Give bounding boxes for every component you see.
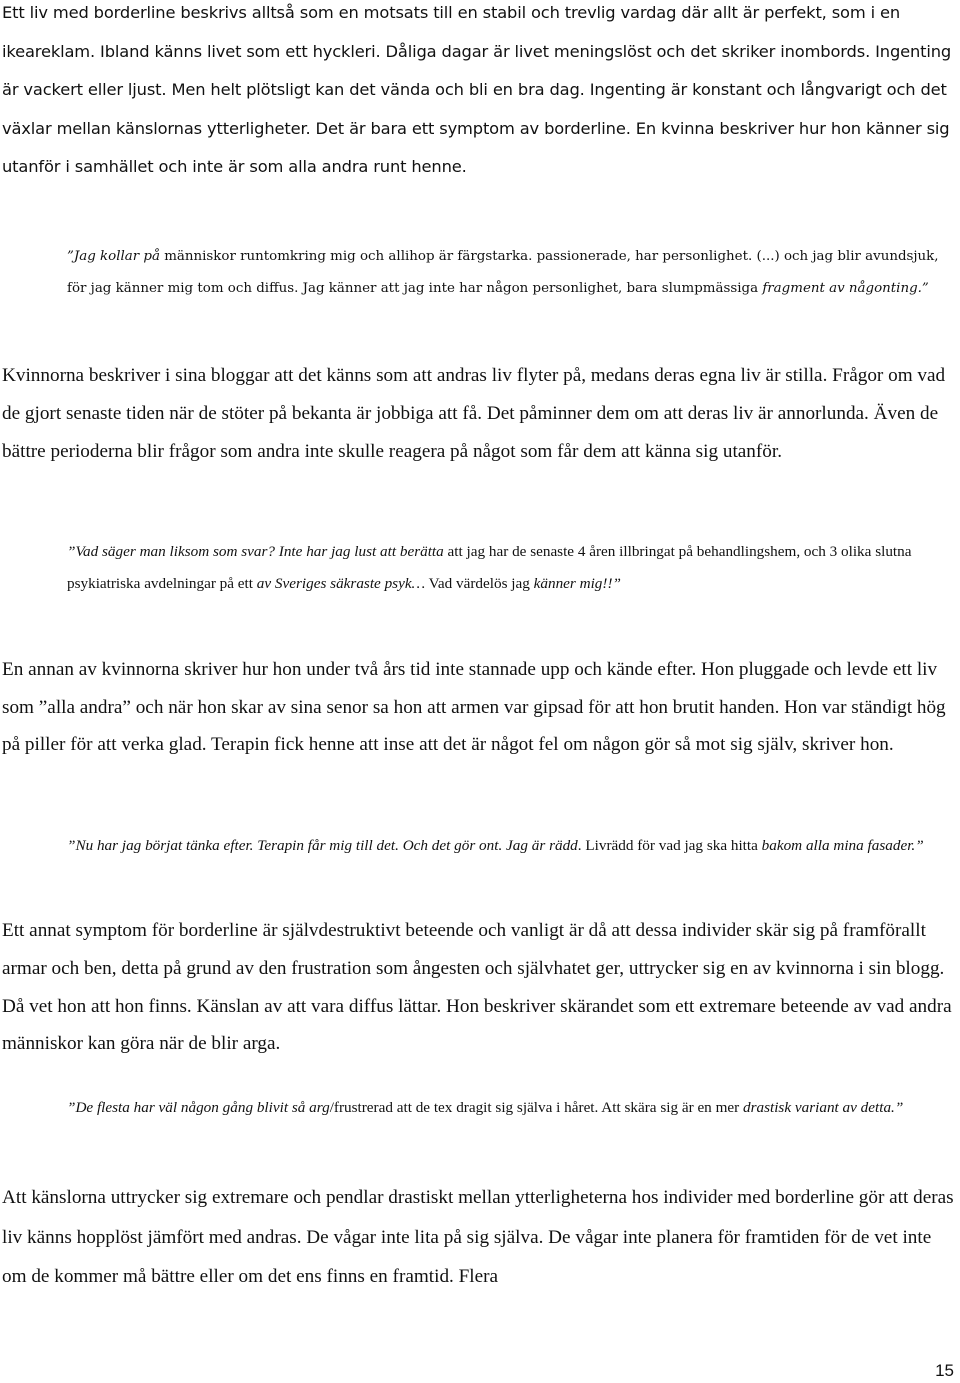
quote-text-end: Vad värdelös jag xyxy=(425,574,534,592)
quote-italic: ”Jag kollar på xyxy=(67,249,160,264)
paragraph-3: En annan av kvinnorna skriver hur hon under två års tid inte stannade upp och kände efter. Hon pluggade och levde ett liv som ”alla andra” och när hon skar av sina senor sa hon att armen var gipsad för att hon brutit handen. Hon var ständigt hög på piller för att verka glad. Terapin fick henne att inse att det är något fel om någon gör så mot sig själv, skriver hon. xyxy=(2,659,946,756)
quote-text: människor runtomkring mig och allihop är färgstarka. passionerade, har personlighet. (...) och jag blir avundsjuk, för jag känner mig tom och diffus. Jag känner att jag inte har någon personlighet, bara slumpmässiga xyxy=(67,249,939,296)
blockquote-4 xyxy=(67,1092,955,1124)
quote-italic-end: drastisk variant av detta.” xyxy=(742,1099,904,1116)
page-number: 15 xyxy=(935,1361,954,1380)
paragraph-5: Att känslorna uttrycker sig extremare och pendlar drastiskt mellan ytterligheterna hos individer med borderline gör att deras liv känns hopplöst jämfört med andras. De vågar inte lita på sig själva. De vågar inte planera för framtiden för de vet inte om de kommer må bättre eller om det ens finns en framtid. Flera xyxy=(2,1187,954,1287)
quote-italic-last: känner mig!!” xyxy=(533,574,621,592)
quote-text: /frustrerad att de tex dragit sig själva i håret. Att skära sig är en mer xyxy=(329,1099,743,1116)
quote-italic-end: bakom alla mina fasader.” xyxy=(761,837,924,854)
blockquote-1 xyxy=(67,241,955,304)
blockquote-3 xyxy=(67,830,955,862)
quote-italic-end: fragment av någonting.” xyxy=(762,280,929,296)
quote-italic: ”De flesta har väl någon gång blivit så arg xyxy=(67,1099,330,1116)
paragraph-2: Kvinnorna beskriver i sina bloggar att det känns som att andras liv flyter på, medans deras egna liv är stilla. Frågor om vad de gjort senaste tiden när de stöter på bekanta är jobbiga att få. Det påminner dem om att deras liv är annorlunda. Även de bättre perioderna blir frågor som andra inte skulle reagera på något som får dem att känna sig utanför. xyxy=(2,365,946,462)
quote-italic-end: av Sveriges säkraste psyk… xyxy=(256,574,426,592)
paragraph-intro: Ett liv med borderline beskrivs alltså som en motsats till en stabil och trevlig vardag där allt är perfekt, som i en ikeareklam. Ibland känns livet som ett hyckleri. Dåliga dagar är livet meningslöst och det skriker inombords. Ingenting är vackert eller ljust. Men helt plötsligt kan det vända och bli en bra dag. Ingenting är konstant och långvarigt och det växlar mellan känslornas ytterligheter. Det är bara ett symptom av borderline. En kvinna beskriver hur hon känner sig utanför i samhället och inte är som alla andra runt henne. xyxy=(2,3,952,177)
quote-text: att jag har de senaste 4 åren illbringat på behandlingshem, och 3 olika slutna psykiatriska avdelningar på ett xyxy=(67,543,912,592)
quote-text: . Livrädd för vad jag ska hitta xyxy=(577,837,762,854)
paragraph-4: Ett annat symptom för borderline är självdestruktivt beteende och vanligt är då att dessa individer skär sig på framförallt armar och ben, detta på grund av den frustration som ångesten och självhatet ger, uttrycker sig en av kvinnorna i sin blogg. Då vet hon att hon finns. Känslan av att vara diffus lättar. Hon beskriver skärandet som ett extremare beteende av vad andra människor kan göra när de blir arga. xyxy=(2,920,952,1055)
blockquote-2 xyxy=(67,536,955,599)
quote-italic: ”Vad säger man liksom som svar? Inte har jag lust att berätta xyxy=(67,543,444,560)
quote-italic: ”Nu har jag börjat tänka efter. Terapin får mig till det. Och det gör ont. Jag är rädd xyxy=(67,837,578,854)
